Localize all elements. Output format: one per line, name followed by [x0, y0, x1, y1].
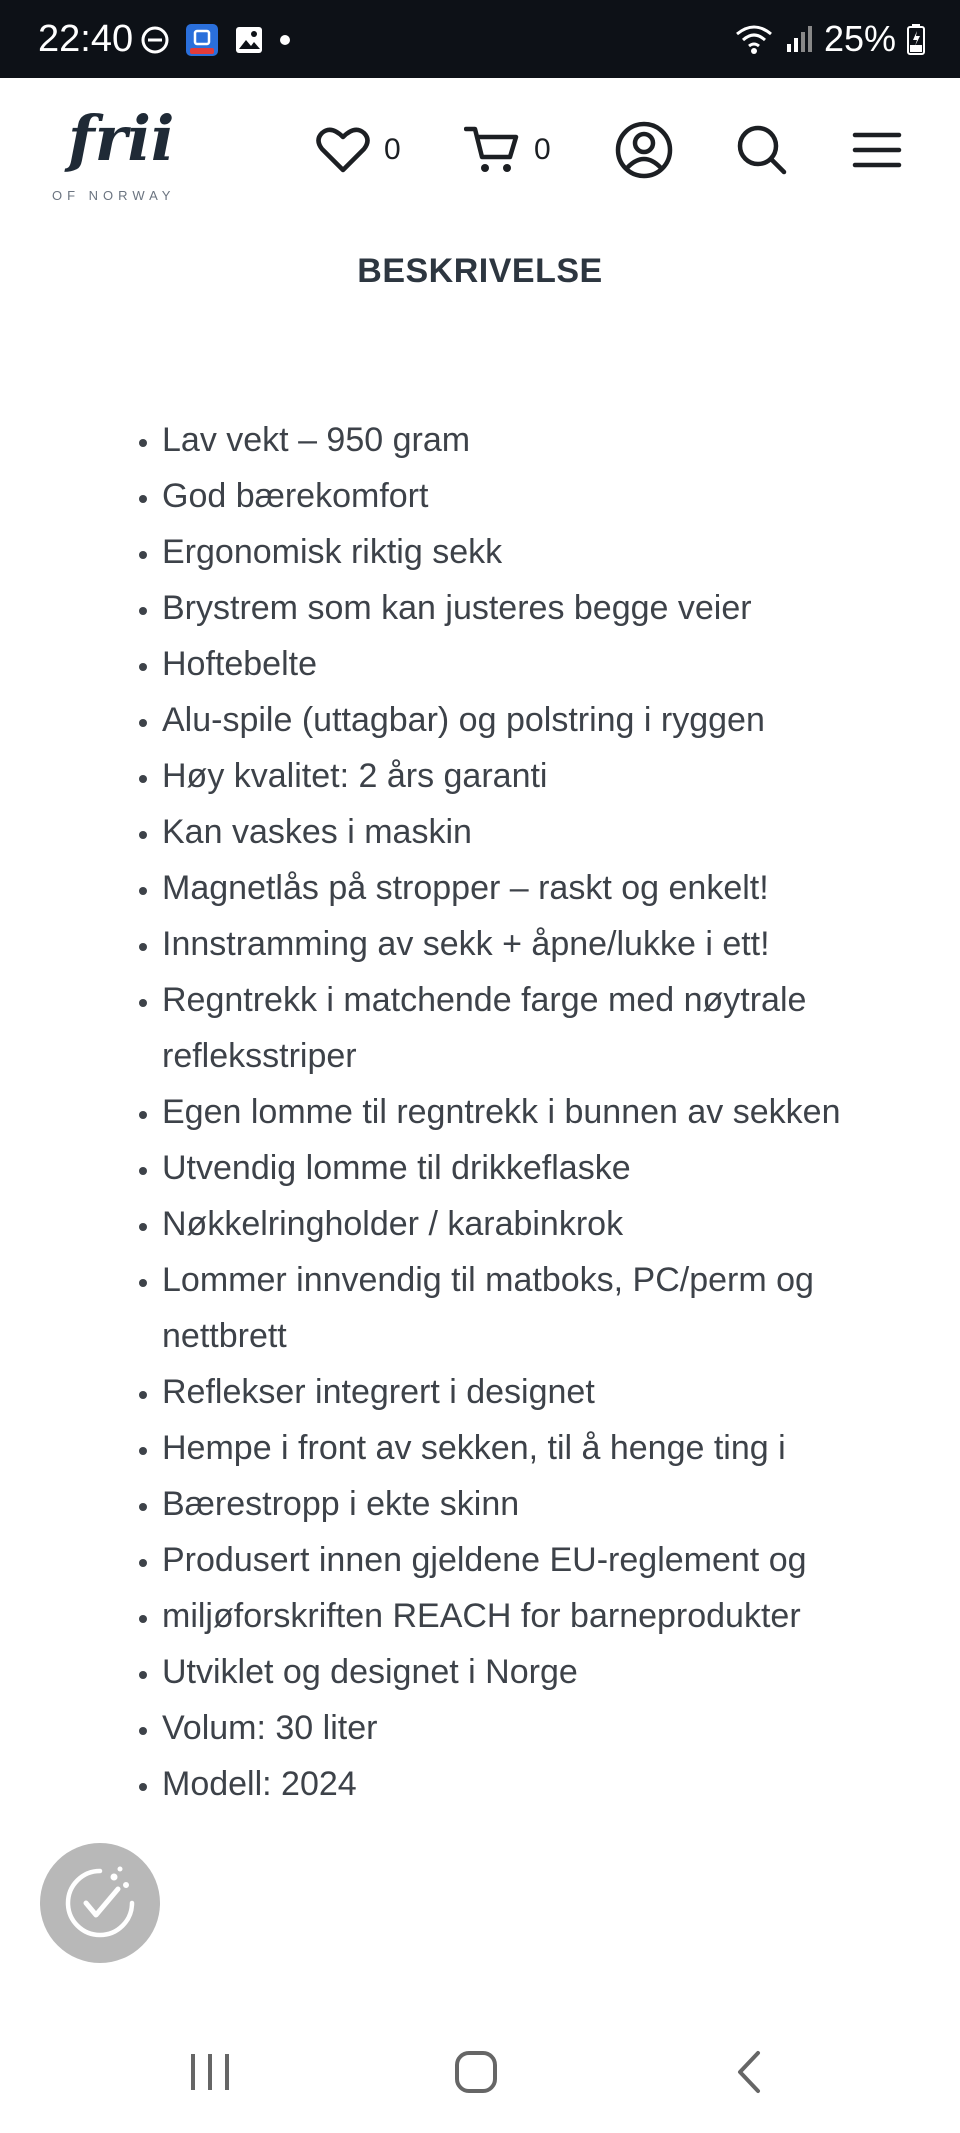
feature-item: • miljøforskriften REACH for barneprodukter: [162, 1588, 922, 1644]
feature-item: • Innstramming av sekk + åpne/lukke i ett!: [162, 916, 922, 972]
menu-button[interactable]: [852, 120, 902, 180]
brand-logo[interactable]: [50, 102, 220, 202]
feature-item: • Regntrekk i matchende farge med nøytrale refleksstriper: [162, 972, 922, 1084]
feature-item: • Volum: 30 liter: [162, 1700, 922, 1756]
wifi-icon: [734, 23, 774, 55]
signal-icon: [784, 24, 814, 54]
feature-item: • Magnetlås på stropper – raskt og enkelt!: [162, 860, 922, 916]
do-not-disturb-icon: [140, 25, 170, 55]
status-notification-icons: [140, 20, 292, 60]
battery-percent: 25%: [823, 18, 896, 59]
feature-item: • Egen lomme til regntrekk i bunnen av sekken: [162, 1084, 922, 1140]
recent-apps-icon: [187, 2050, 233, 2094]
battery-icon: [906, 23, 926, 55]
feature-item: • Hoftebelte: [162, 636, 922, 692]
cart-link[interactable]: [464, 120, 551, 180]
cart-count: 0: [534, 133, 551, 166]
feature-item: • Hempe i front av sekken, til å henge ting i: [162, 1420, 922, 1476]
logo-wordmark: frii: [68, 102, 175, 175]
account-icon: [614, 120, 674, 180]
feature-item: • Utvendig lomme til drikkeflaske: [162, 1140, 922, 1196]
dot-icon: [278, 33, 292, 47]
feature-item: • Nøkkelringholder / karabinkrok: [162, 1196, 922, 1252]
heart-icon: [316, 126, 370, 174]
feature-item: • Lav vekt – 950 gram: [162, 412, 922, 468]
home-button[interactable]: [446, 2042, 506, 2102]
feature-item: • Ergonomisk riktig sekk: [162, 524, 922, 580]
cart-icon: [464, 124, 520, 176]
search-icon: [736, 124, 788, 176]
status-time: 22:40: [38, 18, 134, 60]
home-icon: [453, 2049, 499, 2095]
system-navigation-bar: [0, 2010, 960, 2133]
status-bar: [0, 0, 960, 78]
feature-item: • Produsert innen gjeldene EU-reglement og: [162, 1532, 922, 1588]
feature-item: • Utviklet og designet i Norge: [162, 1644, 922, 1700]
search-button[interactable]: [736, 120, 788, 180]
site-header: [0, 78, 960, 220]
app-notification-icon: [184, 22, 220, 58]
feature-item: • Brystrem som kan justeres begge veier: [162, 580, 922, 636]
account-button[interactable]: [614, 120, 674, 180]
feature-item: • Reflekser integrert i designet: [162, 1364, 922, 1420]
feature-item: • God bærekomfort: [162, 468, 922, 524]
feature-item: • Bærestropp i ekte skinn: [162, 1476, 922, 1532]
logo-subtitle: OF NORWAY: [52, 188, 176, 202]
recent-apps-button[interactable]: [180, 2042, 240, 2102]
status-system-icons: [734, 14, 926, 64]
section-title: BESKRIVELSE: [357, 252, 603, 290]
menu-icon: [852, 130, 902, 170]
back-icon: [730, 2049, 770, 2095]
wishlist-link[interactable]: [316, 120, 401, 180]
cookie-consent-button[interactable]: [40, 1843, 160, 1963]
cookie-check-icon: [60, 1863, 140, 1943]
wishlist-count: 0: [384, 133, 401, 166]
feature-list: [130, 412, 922, 1812]
feature-item: • Alu-spile (uttagbar) og polstring i ryggen: [162, 692, 922, 748]
feature-item: • Høy kvalitet: 2 års garanti: [162, 748, 922, 804]
back-button[interactable]: [720, 2042, 780, 2102]
feature-item: • Modell: 2024: [162, 1756, 922, 1812]
feature-item: • Lommer innvendig til matboks, PC/perm og nettbrett: [162, 1252, 922, 1364]
gallery-icon: [234, 25, 264, 55]
feature-item: • Kan vaskes i maskin: [162, 804, 922, 860]
